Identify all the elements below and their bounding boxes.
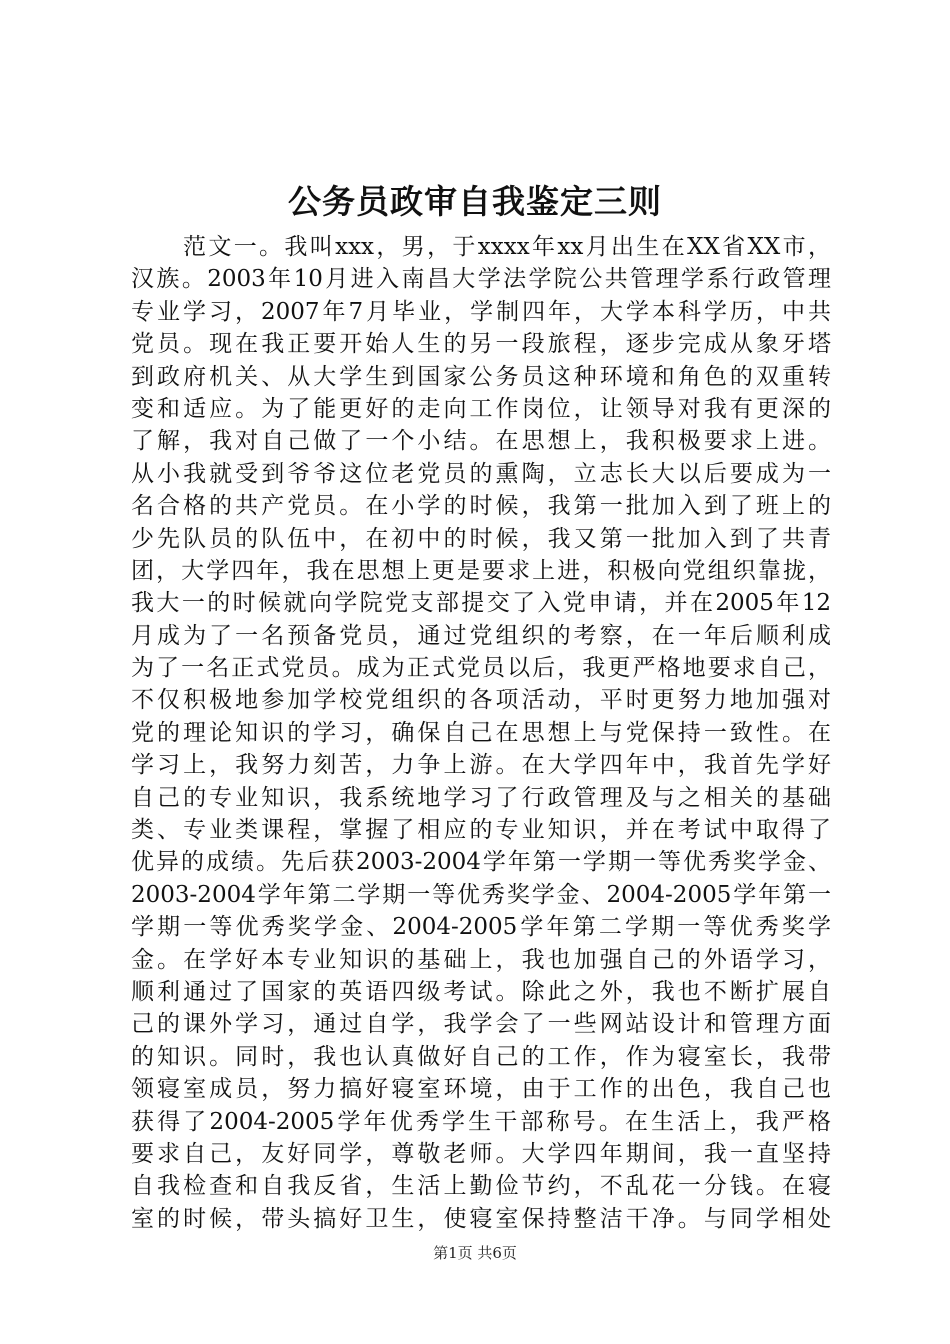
body-line: 从小我就受到爷爷这位老党员的熏陶，立志长大以后要成为一 <box>131 460 831 487</box>
body-line: 要求自己，友好同学，尊敬老师。大学四年期间，我一直坚持 <box>131 1140 831 1167</box>
body-line: 类、专业类课程，掌握了相应的专业知识，并在考试中取得了 <box>131 817 831 844</box>
body-line: 不仅积极地参加学校党组织的各项活动，平时更努力地加强对 <box>131 687 831 714</box>
body-line: 党的理论知识的学习，确保自己在思想上与党保持一致性。在 <box>131 719 831 746</box>
body-line: 汉族。2003年10月进入南昌大学法学院公共管理学系行政管理 <box>131 266 831 293</box>
body-line: 范文一。我叫xxx，男，于xxxx年xx月出生在XX省XX市， <box>183 234 831 260</box>
body-line: 的知识。同时，我也认真做好自己的工作，作为寝室长，我带 <box>131 1043 831 1070</box>
body-line: 自己的专业知识，我系统地学习了行政管理及与之相关的基础 <box>131 784 831 811</box>
body-line: 自我检查和自我反省，生活上勤俭节约，不乱花一分钱。在寝 <box>131 1173 831 1200</box>
body-line: 领寝室成员，努力搞好寝室环境，由于工作的出色，我自己也 <box>131 1076 831 1103</box>
body-line: 党员。现在我正要开始人生的另一段旅程，逐步完成从象牙塔 <box>131 331 831 358</box>
body-line: 我大一的时候就向学院党支部提交了入党申请，并在2005年12 <box>131 590 831 617</box>
body-line: 到政府机关、从大学生到国家公务员这种环境和角色的双重转 <box>131 363 831 390</box>
body-line: 团，大学四年，我在思想上更是要求上进，积极向党组织靠拢， <box>131 557 831 584</box>
document-title: 公务员政审自我鉴定三则 <box>288 182 662 221</box>
body-line: 室的时候，带头搞好卫生，使寝室保持整洁干净。与同学相处 <box>131 1205 831 1232</box>
body-line: 获得了2004-2005学年优秀学生干部称号。在生活上，我严格 <box>131 1108 831 1135</box>
body-line: 名合格的共产党员。在小学的时候，我第一批加入到了班上的 <box>131 493 831 520</box>
body-line: 了解，我对自己做了一个小结。在思想上，我积极要求上进。 <box>131 428 831 455</box>
body-line: 少先队员的队伍中，在初中的时候，我又第一批加入到了共青 <box>131 525 831 552</box>
body-line: 己的课外学习，通过自学，我学会了一些网站设计和管理方面 <box>131 1011 831 1038</box>
body-line: 优异的成绩。先后获2003-2004学年第一学期一等优秀奖学金、 <box>131 849 831 876</box>
body-line: 变和适应。为了能更好的走向工作岗位，让领导对我有更深的 <box>131 395 831 422</box>
body-line: 2003-2004学年第二学期一等优秀奖学金、2004-2005学年第一 <box>131 881 831 908</box>
body-line: 顺利通过了国家的英语四级考试。除此之外，我也不断扩展自 <box>131 978 831 1005</box>
body-line: 学习上，我努力刻苦，力争上游。在大学四年中，我首先学好 <box>131 752 831 779</box>
body-line: 学期一等优秀奖学金、2004-2005学年第二学期一等优秀奖学 <box>131 914 831 941</box>
page-footer: 第1页 共6页 <box>433 1244 517 1262</box>
body-line: 金。在学好本专业知识的基础上，我也加强自己的外语学习， <box>131 946 831 973</box>
body-line: 为了一名正式党员。成为正式党员以后，我更严格地要求自己， <box>131 655 831 682</box>
body-line: 专业学习，2007年7月毕业，学制四年，大学本科学历，中共 <box>131 298 831 325</box>
body-line: 月成为了一名预备党员，通过党组织的考察，在一年后顺利成 <box>131 622 831 649</box>
document-body <box>131 231 831 1235</box>
